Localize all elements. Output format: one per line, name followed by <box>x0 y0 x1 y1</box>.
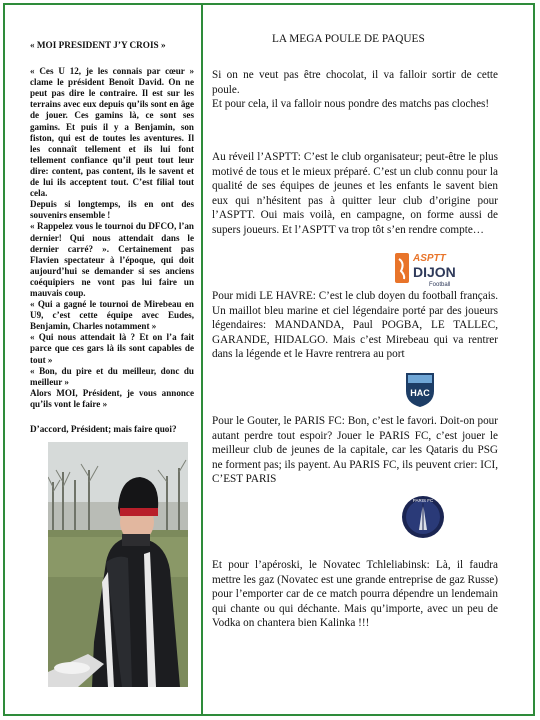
article-title: LA MEGA POULE DE PAQUES <box>272 33 425 45</box>
left-heading: « MOI PRESIDENT J’Y CROIS » <box>30 40 166 50</box>
novatec-paragraph: Et pour l’apéroski, le Novatec Tchleliabinsk: Là, il faudra mettre les gaz (Novatec est une grande entreprise de gaz Russe) pour l’emporter car de ce match pourra dépendre un lendemain qui chante ou qui déchante. Mais qu’importe, avec un peu de Vodka on chantera bien Kalinka !!! <box>212 559 498 630</box>
left-paragraph: « Qui nous attendait là ? Et on l’a fait parce que ces gars là ils sont capables de tout » <box>30 332 194 365</box>
left-closing-line: D’accord, Président; mais faire quoi? <box>30 424 177 434</box>
president-photo <box>48 442 188 687</box>
paris-fc-logo-image <box>400 494 446 540</box>
left-column <box>30 40 194 435</box>
asptt-logo-text: ASPTT <box>413 253 446 264</box>
hac-logo-image <box>400 369 440 409</box>
asptt-dijon-logo <box>393 247 459 289</box>
asptt-dijon-logo-image <box>393 247 459 289</box>
hac-logo-text: HAC <box>410 388 430 398</box>
president-photo-image <box>48 442 188 687</box>
column-divider <box>201 3 203 716</box>
left-paragraph: « Rappelez vous le tournoi du DFCO, l’an dernier! Qui nous attendait dans le dernier carré? ». Certainement pas Flavien spectateur à l’époque, qui doit aujourd’hui se demander si ses anciens coéquipiers ne vont pas lui faire un mauvais coup. <box>30 221 194 298</box>
left-paragraph: Alors MOI, Président, je vous annonce qu’ils vont le faire » <box>30 387 194 409</box>
hac-logo <box>400 369 440 409</box>
left-paragraph: « Bon, du pire et du meilleur, donc du meilleur » <box>30 365 194 387</box>
left-paragraph: « Qui a gagné le tournoi de Mirebeau en U9, c’est cette équipe avec Eudes, Benjamin, Charles notamment » <box>30 299 194 332</box>
dijon-logo-text: DIJON <box>413 264 456 280</box>
asptt-paragraph: Au réveil l’ASPTT: C’est le club organisateur; peut-être le plus motivé de tous et le mieux préparé. C’est un club connu pour la qualité de ses équipes de jeunes et les enfants le savent bien eux qui n’hésitent pas à quitter leur club d’origine pour l’ASPTT. Oui mais voilà, en campagne, on forme aussi de supers joueurs. Et l’ASPTT va trop tôt s’en rendre compte… <box>212 151 498 236</box>
left-paragraph: « Ces U 12, je les connais par cœur » clame le président Benoît David. On ne peut pas dire le contraire. Il est sur les terrains avec eux depuis qu’ils sont en âge de jouer. Ces gamins là, ce sont ses gamins. Et puis il y a Benjamin, son fiston, qui est de toutes les aventures. Il les connaît tellement et ils lui font tellement confiance qu’il peut tout leur dire: content, pas content, ils le savent et de lui ils acceptent tout. C’est filial tout cela. <box>30 66 194 199</box>
paris-fc-logo <box>400 494 446 540</box>
left-paragraph: Depuis si longtemps, ils en ont des souvenirs ensemble ! <box>30 199 194 221</box>
havre-paragraph: Pour midi LE HAVRE: C’est le club doyen du football français. Un maillot bleu marine et ciel légendaire porté par des joueurs légendaires: MANDANDA, Paul POGBA, LE TALLEC, GARANDE, HIDALGO. Mais c’est Mirebeau qui va rentrer dans la légende et le Havre rentrera au port <box>212 290 498 361</box>
football-logo-text: Football <box>429 282 451 288</box>
paris-fc-logo-text: PARIS FC <box>412 498 434 503</box>
parisfc-paragraph: Pour le Gouter, le PARIS FC: Bon, c’est le favori. Doit-on pour autant perdre tout espoir? Jouer le PARIS FC, c’est jouer le meilleur club de jeunes de la capitale, car les Qataris du PSG ne forment pas; ils payent. Au PARIS FC, ils peuvent crier: ICI, C’EST PARIS <box>212 415 498 486</box>
intro-paragraph: Si on ne veut pas être chocolat, il va falloir sortir de cette poule. Et pour cela, il va falloir nous pondre des matchs pas cloches! <box>212 69 498 111</box>
